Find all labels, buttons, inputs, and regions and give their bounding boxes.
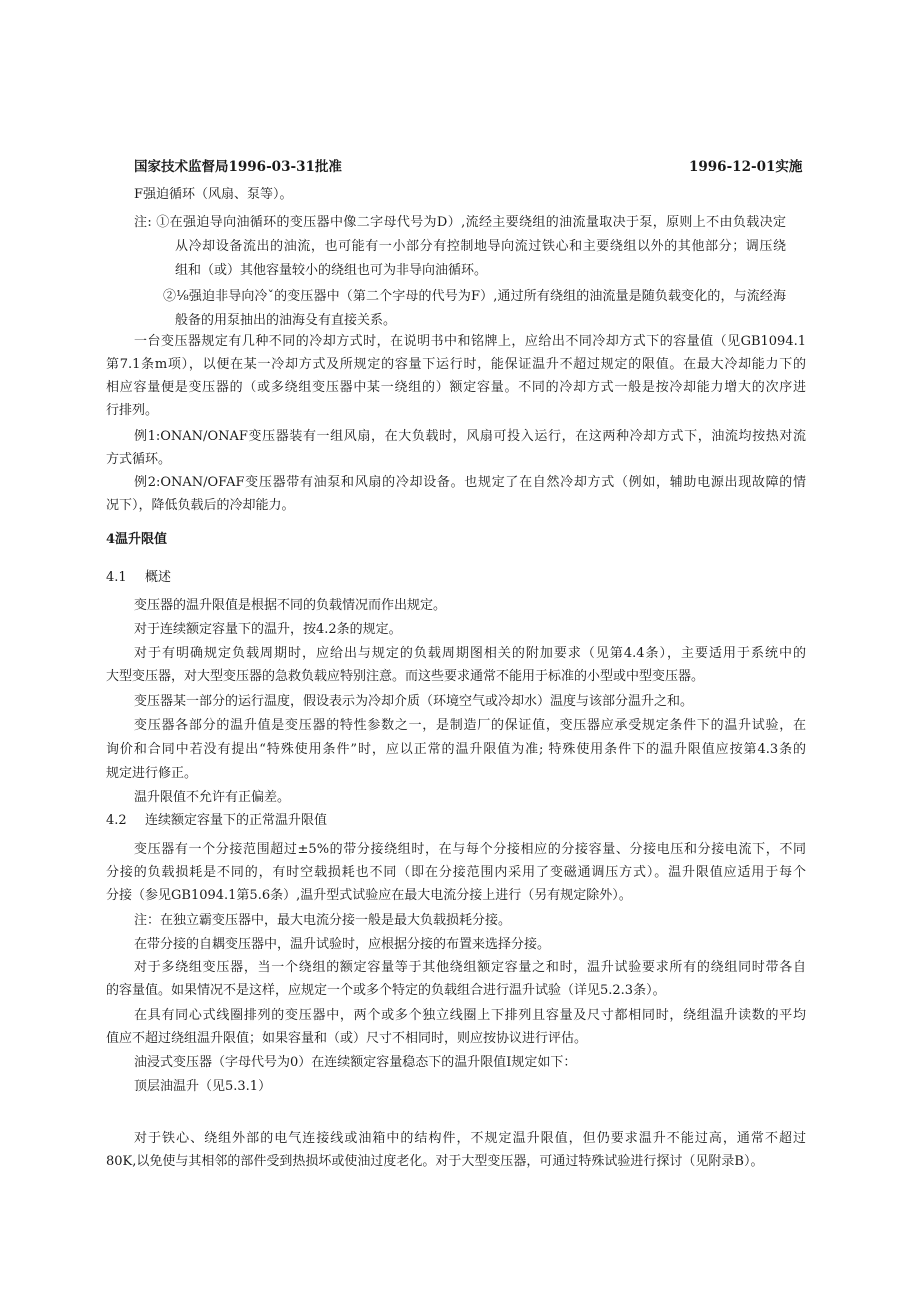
p41-4: 变压器某一部分的运行温度，假设表示为冷却介质（环境空气或冷却水）温度与该部分温升之和。 [134, 694, 694, 709]
p42-6: 顶层油温升（见5.3.1） [134, 1079, 272, 1094]
p42-3-line2: 的容量值。如果情况不是这样，应规定一个或多个特定的负载组合进行温升试验（详见5.2.3条）。 [106, 983, 666, 998]
p42-1-line1: 变压器有一个分接范围超过±5%的带分接绕组时，在与每个分接相应的分接容量、分接电压和分接电流下，不同 [134, 842, 806, 857]
p42-note: 注：在独立霸变压器中，最大电流分接一般是最大负载损耗分接。 [134, 913, 512, 928]
p41-3-line1: 对于有明确规定负载周期时，应给出与规定的负载周期图相关的附加要求（见第4.4条），主要适用于系统中的 [134, 646, 806, 661]
p41-1: 变压器的温升限值是根据不同的负载情况而作出规定。 [134, 598, 447, 613]
example1-line2: 方式循环。 [106, 452, 172, 467]
example2-line1: 例2:ONAN/OFAF变压器带有油泵和风扇的冷却设备。也规定了在自然冷却方式（例如，辅助电源出现故障的情 [134, 475, 806, 490]
p42-7-line2: 80K,以免使与其相邻的部件受到热损坏或使油过度老化。对于大型变压器，可通过特殊试验进行探讨（见附录B）。 [106, 1154, 764, 1169]
p42-3-line1: 对于多绕组变压器，当一个绕组的额定容量等于其他绕组额定容量之和时，温升试验要求所有的绕组同时带各自 [134, 960, 806, 975]
example1-line1: 例1:ONAN/ONAF变压器装有一组风扇，在大负载时，风扇可投入运行，在这两种冷却方式下，油流均按热对流 [134, 429, 806, 444]
p41-5-line1: 变压器各部分的温升值是变压器的特性参数之一，是制造厂的保证值，变压器应承受规定条件下的温升试验，在 [134, 718, 806, 733]
note2-line1: ②⅛强迫非导向冷ˇ的变压器中（第二个字母的代号为F）,通过所有绕组的油流量是随负载变化的，与流经海 [163, 289, 786, 304]
p41-6: 温升限值不允许有正偏差。 [134, 790, 291, 805]
p42-1-line3: 分接（参见GB1094.1第5.6条）,温升型式试验应在最大电流分接上进行（另有规定除外）。 [106, 888, 632, 903]
section-4-2-title: 连续额定容量下的正常温升限值 [145, 813, 328, 828]
p42-4-line1: 在具有同心式线圈排列的变压器中，两个或多个独立线圈上下排列且容量及尺寸都相同时，绕组温升读数的平均 [134, 1008, 806, 1023]
p1-line2: 第7.1条m项），以便在某一冷却方式及所规定的容量下运行时，能保证温升不超过规定的限值。在最大冷却能力下的 [106, 357, 806, 372]
example2-line2: 况下），降低负载后的冷却能力。 [106, 498, 295, 513]
p41-2: 对于连续额定容量下的温升，按4.2条的规定。 [134, 622, 402, 637]
p41-3-line2: 大型变压器，对大型变压器的急救负载应特别注意。而这些要求通常不能用于标准的小型或中型变压器。 [106, 669, 705, 684]
header-effective-date: 1996-12-01实施 [689, 159, 803, 175]
note1-line2: 从冷却设备流出的油流，也可能有一小部分有控制地导向流过铁心和主要绕组以外的其他部分；调压绕 [175, 239, 786, 254]
note1-line1: 注: ①在强迫导向油循环的变压器中像二字母代号为D）,流经主要绕组的油流量取决于泵，原则上不由负载决定 [134, 215, 786, 230]
section-4-heading: 4温升限值 [106, 532, 168, 547]
p41-5-line2: 询价和合同中若没有提出“特殊使用条件”时，应以正常的温升限值为准; 特殊使用条件下的温升限值应按第4.3条的 [106, 742, 806, 757]
item-f: F强迫循环（风扇、泵等）。 [134, 187, 293, 202]
p1-line4: 行排列。 [106, 403, 159, 418]
p42-4-line2: 值应不超过绕组温升限值；如果容量和（或）尺寸不相同时，则应按协议进行评估。 [106, 1031, 588, 1046]
header-approval: 国家技术监督局1996-03-31批准 [134, 159, 342, 175]
p42-7-line1: 对于铁心、绕组外部的电气连接线或油箱中的结构件，不规定温升限值，但仍要求温升不能过高，通常不超过 [134, 1131, 806, 1146]
section-4-2-number: 4.2 [106, 813, 127, 828]
p42-2: 在带分接的自耦变压器中，温升试验时，应根据分接的布置来选择分接。 [134, 937, 551, 952]
section-4-1-title: 概述 [145, 570, 172, 585]
section-4-1-number: 4.1 [106, 570, 127, 585]
p1-line1: 一台变压器规定有几种不同的冷却方式时，在说明书中和铭牌上，应给出不同冷却方式下的容量值（见GB1094.1 [134, 334, 806, 349]
note1-line3: 组和（或）其他容量较小的绕组也可为非导向油循环。 [175, 263, 488, 278]
note2-line2: 般备的用泵抽出的油海殳有直接关系。 [175, 313, 397, 328]
p1-line3: 相应容量便是变压器的（或多绕组变压器中某一绕组的）额定容量。不同的冷却方式一般是按冷却能力增大的次序进 [106, 380, 806, 395]
p42-1-line2: 分接的负载损耗是不同的，有时空载损耗也不同（即在分接范围内采用了变磁通调压方式）。温升限值应适用于每个 [106, 865, 806, 880]
p42-5: 油浸式变压器（字母代号为0）在连续额定容量稳态下的温升限值I规定如下： [134, 1055, 577, 1070]
p41-5-line3: 规定进行修正。 [106, 766, 198, 781]
